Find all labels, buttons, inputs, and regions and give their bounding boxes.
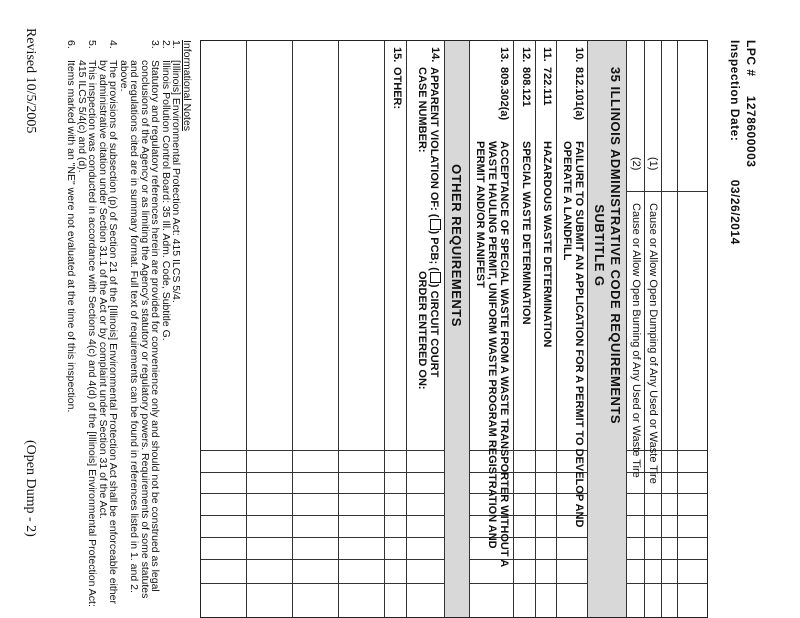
notes-heading: Informational Notes — [181, 40, 193, 132]
row-divider — [513, 41, 514, 617]
row-divider — [384, 41, 385, 617]
row-divider — [677, 41, 678, 617]
continuation-row-2: (2) Cause or Allow Open Burning of Any Used or Waste Tire — [630, 157, 642, 478]
row-divider — [469, 41, 470, 617]
row-divider — [444, 41, 445, 617]
note-6: 6. Items marked with an "NE" were not evaluated at the time of this inspection. — [65, 40, 78, 413]
note-5-line-2: 415 ILCS 5/4(c) and (d). — [76, 60, 88, 173]
note-3: 3. Statutory and regulatory references herein are provided for convenience only and should not be construed as legal — [149, 40, 162, 592]
row-divider — [644, 41, 645, 617]
lpc-number-header: LPC # 1278600003 — [744, 40, 758, 168]
code-row-13: 13. 809.302(a) ACCEPTANCE OF SPECIAL WASTE FROM A WASTE TRANSPORTER WITHOUT A WASTE HAULING PERMIT, UNIFORM WASTE PROGRAM REGISTRATION AND PERMIT AND/OR MANIFEST — [474, 47, 510, 568]
row-divider — [406, 41, 407, 617]
inspection-date-header: Inspection Date: 03/26/2014 — [728, 40, 742, 245]
row-divider — [587, 41, 588, 617]
row-divider — [246, 41, 247, 617]
pcb-checkbox[interactable] — [430, 219, 441, 230]
note-3-line-4: above. — [118, 60, 130, 92]
code-row-11: 11. 722.111 HAZARDOUS WASTE DETERMINATION — [541, 47, 553, 348]
note-3-line-2: conclusions of the Agency or as limiting the Agency's statutory or regulatory powers. Requirements of some statutes — [139, 60, 151, 599]
checklist-form — [200, 40, 708, 618]
note-5: 5. This inspection was conducted in accordance with Sections 4(c) and 4(d) of the [Illinois] Environmental Protection Act: — [86, 40, 99, 607]
row-15-other: 15. OTHER: — [391, 47, 403, 110]
note-4: 4. The provisions of subsection (p) of Section 21 of the [Illinois] Environmental Protection Act shall be enforceable either — [107, 40, 120, 604]
code-row-12: 12. 808.121 SPECIAL WASTE DETERMINATION — [520, 47, 532, 325]
informational-notes — [66, 40, 192, 618]
row-divider — [338, 41, 339, 617]
section-35-title: 35 ILLINOIS ADMINISTRATIVE CODE REQUIREMENTS — [608, 66, 623, 425]
row-divider — [556, 41, 557, 617]
row-divider — [535, 41, 536, 617]
note-1: 1. [Illinois] Environmental Protection Act: 415 ILCS 5/4. — [170, 40, 183, 303]
code-row-10: 10. 812.101(a) FAILURE TO SUBMIT AN APPLICATION FOR A PERMIT TO DEVELOP AND OPERATE A LANDFILL — [561, 47, 585, 528]
row-divider — [626, 41, 627, 617]
note-3-line-3: and regulations cited are in summary format. Full text of requirements can be found in references listed in 1. and 2. — [128, 60, 141, 593]
row-14-apparent-violation: 14. APPARENT VIOLATION OF: () PCB; () CIRCUIT COURT CASE NUMBER: ORDER ENTERED ON: — [416, 47, 441, 390]
circuit-court-checkbox[interactable] — [430, 272, 441, 283]
other-requirements-title: OTHER REQUIREMENTS — [449, 164, 464, 327]
section-35-subtitle: SUBTITLE G — [592, 204, 607, 287]
row-divider — [661, 41, 662, 617]
row-divider — [292, 41, 293, 617]
revised-date: Revised 10/5/2005 — [23, 28, 38, 134]
page-label: (Open Dump - 2) — [23, 440, 38, 537]
continuation-row-1: (1) Cause or Allow Open Dumping of Any Used or Waste Tire — [647, 157, 659, 484]
note-2: 2. Illinois Pollution Control Board: 35 Ill. Adm. Code, Subtitle G. — [160, 40, 172, 341]
note-4-line-2: by administrative citation under Section 31.1 of the Act or by complaint under Section 31 of the Act. — [97, 60, 109, 519]
